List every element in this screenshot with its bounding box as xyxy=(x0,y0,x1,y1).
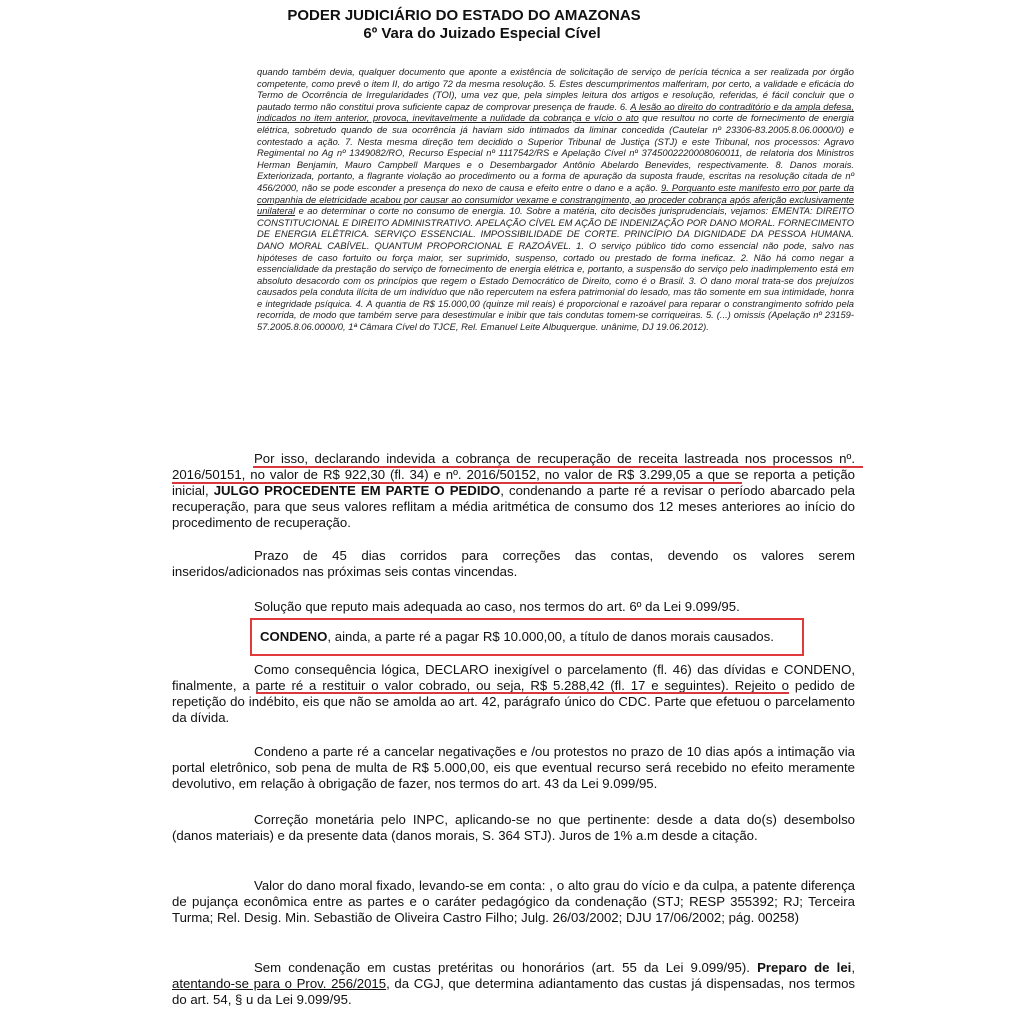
paragraph-costs-text-c: , xyxy=(851,960,855,975)
paragraph-judgment-text-a: Por isso, declarando indevida a cobrança de recuperação de receita lastreada nos processos nº. 2016/50151, no valor de R$ 922,30 (fl. 34) e nº. 2016/50152, no valor de R$ 3.299,05 a que se reporta a petição inicial, xyxy=(172,451,855,498)
paragraph-costs xyxy=(172,960,855,1008)
paragraph-negativations-text: Condeno a parte ré a cancelar negativações e /ou protestos no prazo de 10 dias após a intimação via portal eletrônico, sob pena de multa de R$ 5.000,00, eis que eventual recurso será recebido no efeito meramente devolutivo, em relação à obrigação de fazer, nos termos do art. 43 da Lei 9.099/95. xyxy=(172,744,855,791)
paragraph-solution xyxy=(172,599,855,615)
paragraph-monetary-correction xyxy=(172,812,855,844)
paragraph-moral-damages-bold: CONDENO xyxy=(260,629,328,644)
quote-text-2: que resultou no corte de fornecimento de energia elétrica, sobretudo quando de sua ocorrência já haviam sido intimados da liminar concedida (Cautelar nº 23306-83.2005.8.06.0000/0) e contestado a ação. 7. Nesta mesma direção tem decidido o Superior Tribunal de Justiça (STJ) e este Tribunal, nos processos: Agravo Regimental no Ag nº 1349082/RO, Recurso Especial nº 1117542/RS e Apelação Cível nº 3745002220008060011, de relatoria dos Ministros Herman Benjamin, Mauro Campbell Marques e o Desembargador Antônio Abelardo Benevides, respectivamente. 8. Danos morais. Exteriorizada, portanto, a flagrante violação ao procedimento ou a forma de apuração da suposta fraude, escritas na resolução citada de nº 456/2000, não se pode esconder a presença do nexo de causa e efeito entre o dano e a ação. xyxy=(257,112,854,193)
red-underline-1 xyxy=(253,466,863,468)
paragraph-costs-text-a: Sem condenação em custas pretéritas ou honorários (art. 55 da Lei 9.099/95). xyxy=(254,960,758,975)
paragraph-deadline-text: Prazo de 45 dias corridos para correções das contas, devendo os valores serem inseridos/adicionados nas próximas seis contas vincendas. xyxy=(172,548,855,579)
paragraph-moral-value xyxy=(172,878,855,926)
paragraph-monetary-correction-text: Correção monetária pelo INPC, aplicando-se no que pertinente: desde a data do(s) desembolso (danos materiais) e da presente data (danos morais, S. 364 STJ). Juros de 1% a.m desde a citação. xyxy=(172,812,855,843)
paragraph-moral-value-text: Valor do dano moral fixado, levando-se em conta: , o alto grau do vício e da culpa, a patente diferença de pujança econômica entre as partes e o caráter pedagógico da condenação (STJ; RESP 355392; RJ; Terceira Turma; Rel. Desig. Min. Sebastião de Oliveira Castro Filho; Julg. 26/03/2002; DJU 17/06/2002; pág. 00258) xyxy=(172,878,855,925)
quoted-jurisprudence xyxy=(257,66,854,333)
paragraph-judgment-bold: JULGO PROCEDENTE EM PARTE O PEDIDO xyxy=(213,483,501,498)
paragraph-costs-text-e: , da CGJ, que determina adiantamento das custas já dispensadas, nos termos do art. 54, § u da Lei 9.099/95. xyxy=(172,976,855,1007)
paragraph-judgment xyxy=(172,451,855,531)
paragraph-judgment-text-c: , condenando a parte ré a revisar o período abarcado pela recuperação, para que seus valores reflitam a média aritmética de consumo dos 12 meses anteriores ao início do procedimento de recuperação. xyxy=(172,483,856,530)
quote-underlined-1: A lesão ao direito do contraditório e da ampla defesa, indicados no item anterior, provoca, inevitavelmente a nulidade da cobrança e vício o ato xyxy=(257,100,855,124)
paragraph-deadline xyxy=(172,548,855,580)
paragraph-solution-text: Solução que reputo mais adequada ao caso, nos termos do art. 6º da Lei 9.099/95. xyxy=(254,599,740,614)
paragraph-costs-underlined: atentando-se para o Prov. 256/2015 xyxy=(172,976,387,991)
red-underline-3 xyxy=(256,692,789,694)
quote-underlined-2: 9. Porquanto este manifesto erro por parte da companhia de eletricidade acabou por causar ao consumidor vexame e constrangimento, ao proceder cobrança após aferição exclusivamente unilateral xyxy=(257,181,854,217)
court-division: 6º Vara do Juizado Especial Cível xyxy=(363,25,601,42)
paragraph-restitution-text: Como consequência lógica, DECLARO inexigível o parcelamento (fl. 46) das dívidas e CONDENO, finalmente, a parte ré a restituir o valor cobrado, ou seja, R$ 5.288,42 (fl. 17 e seguintes). Rejeito o pedido de repetição do indébito, eis que não se amolda ao art. 42, parágrafo único do CDC. Parte que efetuou o parcelamento da dívida. xyxy=(172,662,855,725)
paragraph-moral-damages xyxy=(260,629,800,645)
paragraph-costs-bold: Preparo de lei xyxy=(757,960,852,975)
quote-text-1: quando também devia, qualquer documento que aponte a existência de solicitação de serviço de perícia técnica a ser realizada por órgão competente, como prevê o item II, do artigo 72 da mesma resolução. 5. Estes descumprimentos malferiram, por certo, a validade e eficácia do Termo de Ocorrência de Irregularidades (TOI), uma vez que, pela simples leitura dos artigos e resolução, referidas, é fácil concluir que o pautado termo não constitui prova suficiente capaz de comprovar presença de fraude. 6. xyxy=(257,66,854,112)
red-underline-2 xyxy=(172,482,742,484)
quote-text-3: e ao determinar o corte no consumo de energia. 10. Sobre a matéria, cito decisões jurisprudenciais, vejamos: EMENTA: DIREITO CONSTITUCIONAL E DIREITO ADMINISTRATIVO. APELAÇÃO CÍVEL EM AÇÃO DE INDENIZAÇÃO POR DANO MORAL. FORNECIMENTO DE ENERGIA ELÉTRICA. SERVIÇO ESSENCIAL. IMPOSSIBILIDADE DE CORTE. PRINCÍPIO DA DIGNIDADE DA PESSOA HUMANA. DANO MORAL CABÍVEL. QUANTUM PROPORCIONAL E RAZOÁVEL. 1. O serviço público tido como essencial não pode, salvo nas hipóteses de caso fortuito ou força maior, ser suprimido, suspenso, cortado ou prestado de forma ineficaz. 2. Não há como negar a essencialidade da prestação do serviço de fornecimento de energia elétrica e, portanto, a suspensão do serviço pelo inadimplemento está em absoluto desacordo com os princípios que regem o Estado Democrático de Direito, como é o Brasil. 3. O dano moral trata-se dos prejuízos causados pela conduta ilícita de um indivíduo que não repercutem na esfera patrimonial do lesado, mas tão somente em sua intimidade, honra e integridade psíquica. 4. A quantia de R$ 15.000,00 (quinze mil reais) é proporcional e razoável para reparar o constrangimento sofrido pela recorrida, de modo que também serve para desestimular e inibir que tais condutas tomem-se corriqueiras. 5. (...) omissis (Apelação nº 23159-57.2005.8.06.0000/0, 1ª Câmara Cível do TJCE, Rel. Emanuel Leite Albuquerque. unânime, DJ 19.06.2012). xyxy=(257,205,854,333)
court-name: PODER JUDICIÁRIO DO ESTADO DO AMAZONAS xyxy=(287,7,641,24)
paragraph-moral-damages-text: , ainda, a parte ré a pagar R$ 10.000,00, a título de danos morais causados. xyxy=(327,629,774,644)
paragraph-restitution xyxy=(172,662,855,726)
paragraph-negativations xyxy=(172,744,855,792)
